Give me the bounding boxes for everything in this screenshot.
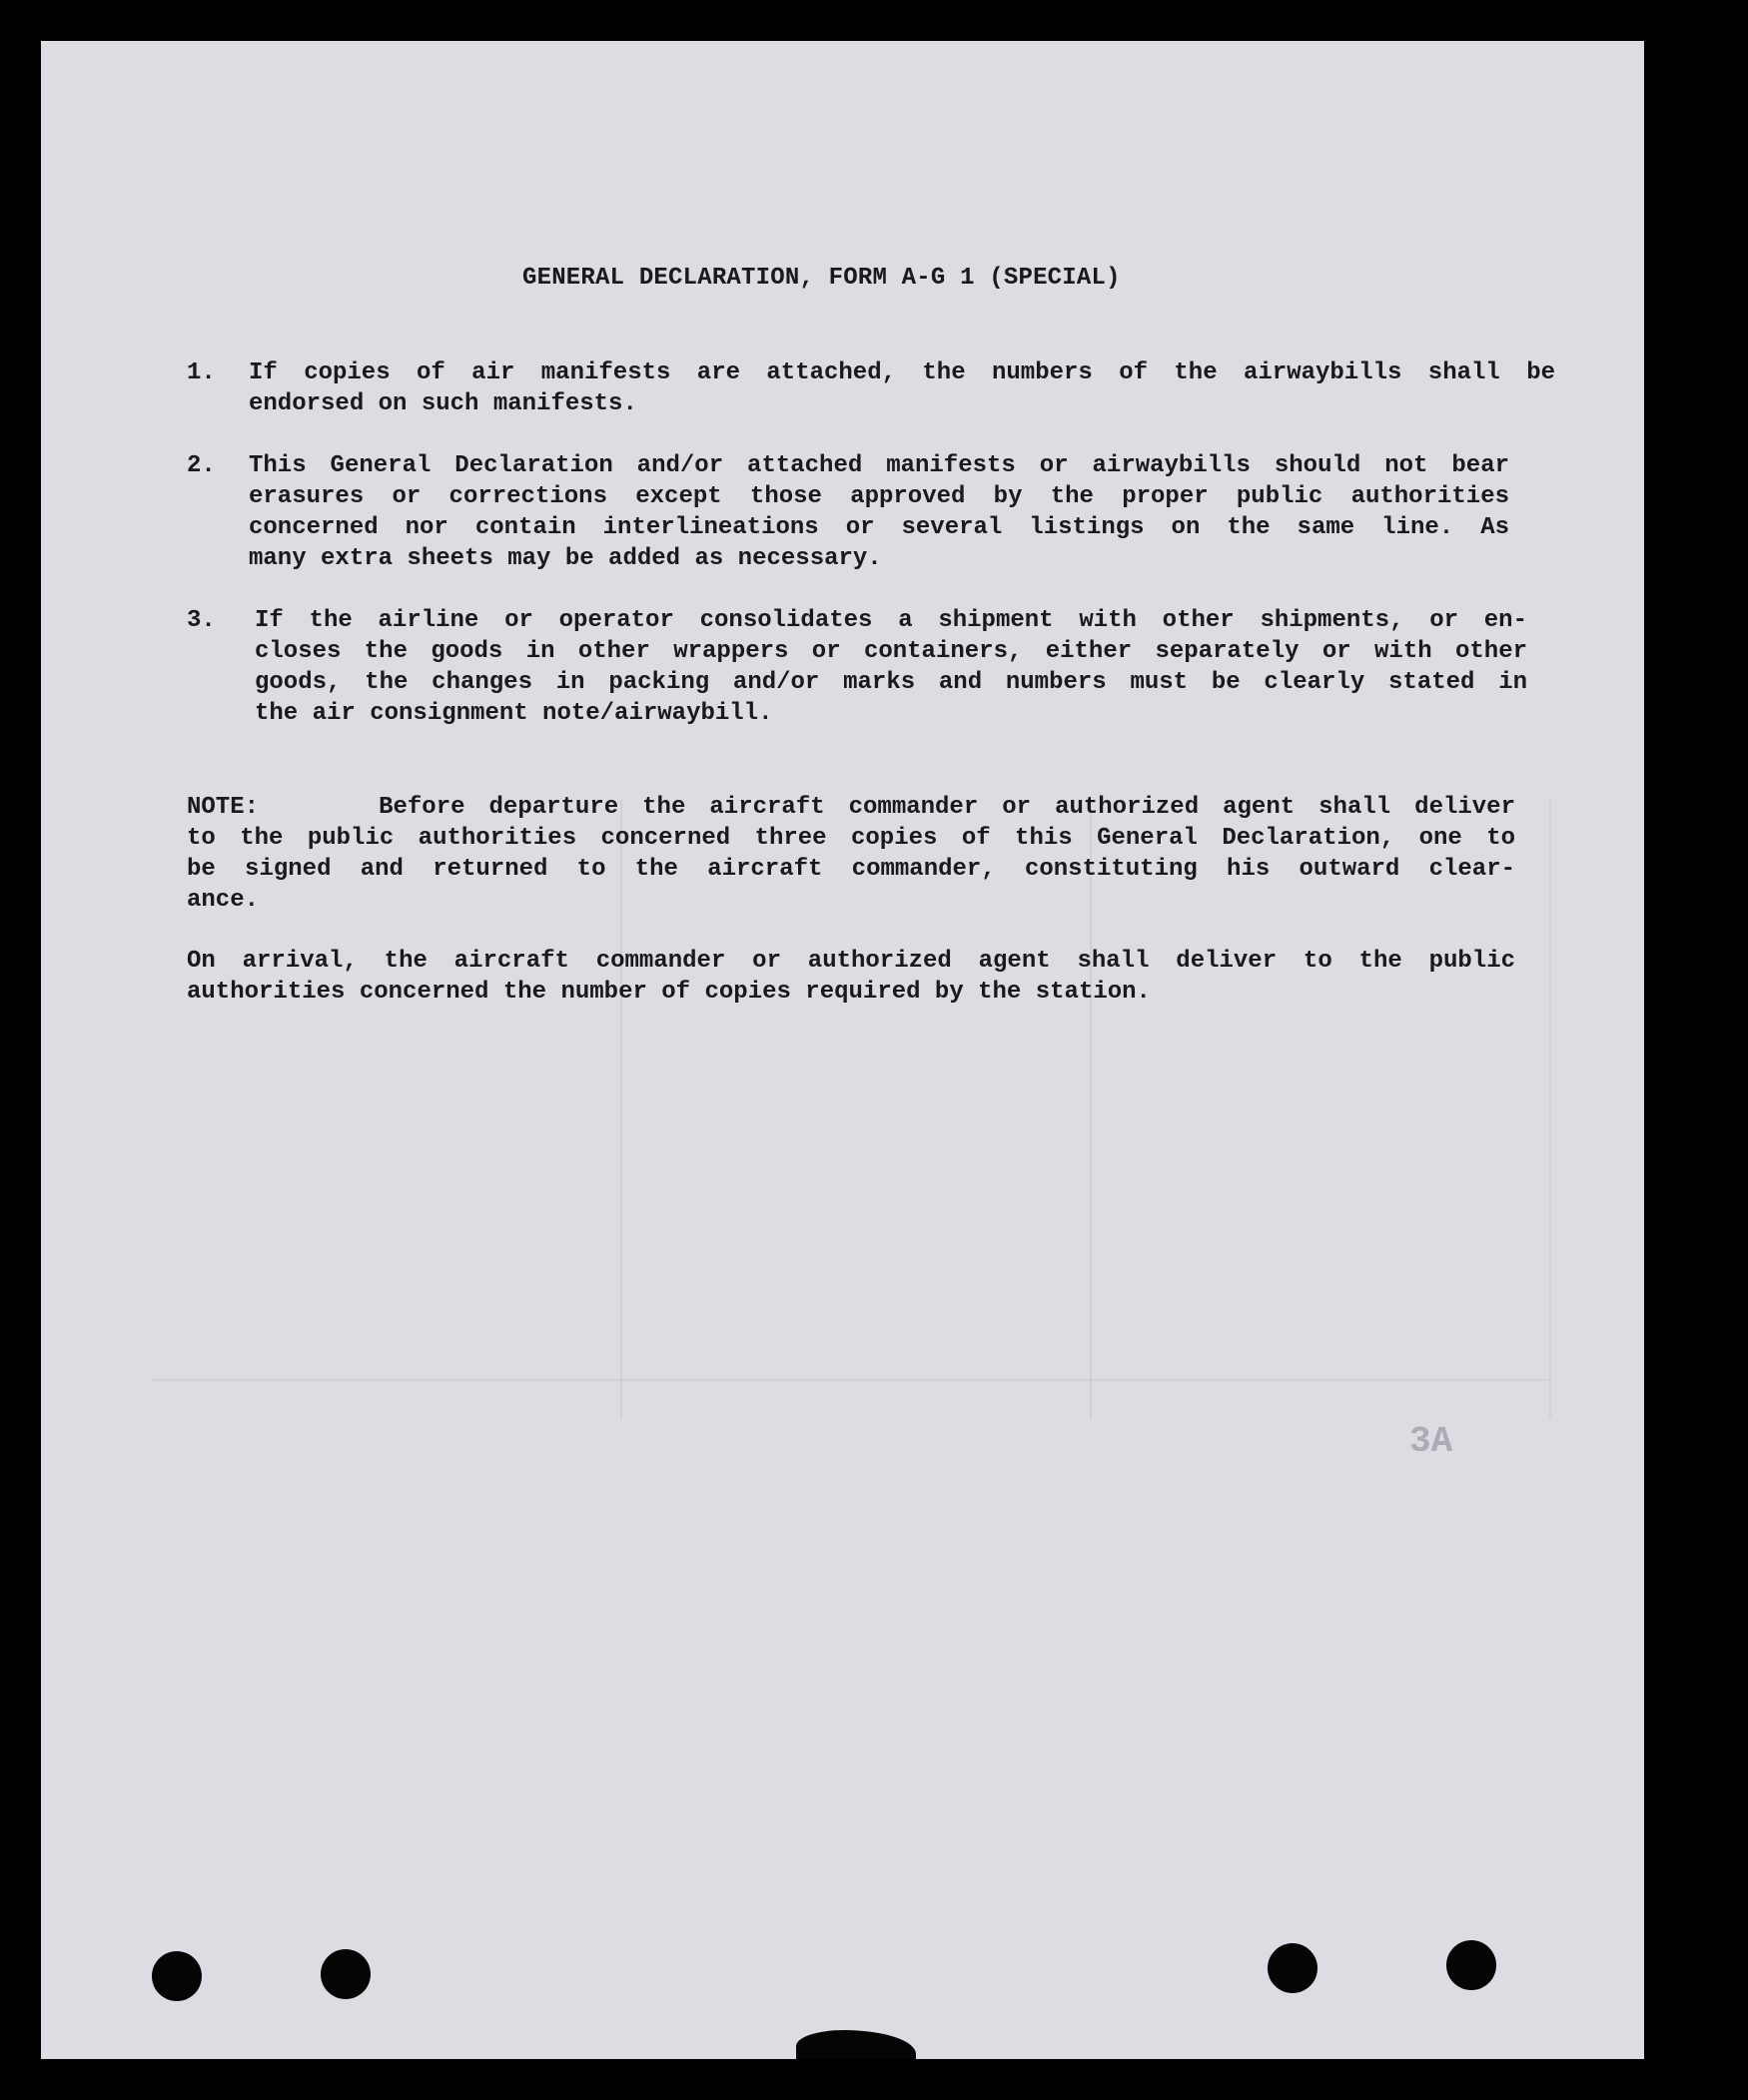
item-number: 2. — [187, 452, 216, 479]
note-line: NOTE: Before departure the aircraft commander or authorized agent shall deliver — [187, 794, 1515, 821]
arrival-line: On arrival, the aircraft commander or authorized agent shall deliver to the public — [187, 948, 1515, 975]
document-page — [41, 41, 1644, 2059]
instruction-item — [187, 605, 1555, 729]
item-line: If copies of air manifests are attached, the numbers of the airwaybills shall be — [249, 359, 1555, 386]
punch-hole — [152, 1951, 202, 2001]
note-line: ance. — [187, 887, 260, 914]
item-line: endorsed on such manifests. — [249, 390, 637, 417]
item-line: This General Declaration and/or attached manifests or airwaybills should not bear — [249, 452, 1509, 479]
arrival-line: authorities concerned the number of copies required by the station. — [187, 979, 1151, 1006]
item-number: 3. — [187, 607, 216, 634]
torn-edge — [796, 2030, 916, 2059]
note-paragraph — [187, 792, 1515, 916]
item-line: If the airline or operator consolidates a shipment with other shipments, or en- — [255, 607, 1527, 634]
item-line: closes the goods in other wrappers or containers, either separately or with other — [255, 638, 1527, 665]
note-line: be signed and returned to the aircraft commander, constituting his outward clear- — [187, 856, 1515, 883]
page-title: GENERAL DECLARATION, FORM A-G 1 (SPECIAL) — [522, 265, 1121, 292]
item-line: erasures or corrections except those approved by the proper public authorities — [249, 483, 1509, 510]
punch-hole — [1268, 1943, 1317, 1993]
punch-hole — [1446, 1940, 1496, 1990]
bleed-through-rule — [151, 1379, 1549, 1381]
item-line: the air consignment note/airwaybill. — [255, 700, 773, 727]
arrival-paragraph — [187, 946, 1515, 1008]
instruction-item — [187, 450, 1555, 574]
note-line: to the public authorities concerned three copies of this General Declaration, one to — [187, 825, 1515, 852]
punch-hole — [321, 1949, 371, 1999]
instruction-item — [187, 357, 1555, 419]
item-line: concerned nor contain interlineations or several listings on the same line. As — [249, 514, 1509, 541]
item-number: 1. — [187, 359, 216, 386]
item-line: goods, the changes in packing and/or marks and numbers must be clearly stated in — [255, 669, 1527, 696]
item-line: many extra sheets may be added as necessary. — [249, 545, 882, 572]
bleed-through-rule — [1549, 800, 1551, 1419]
stamp-mark: 3A — [1409, 1421, 1453, 1462]
